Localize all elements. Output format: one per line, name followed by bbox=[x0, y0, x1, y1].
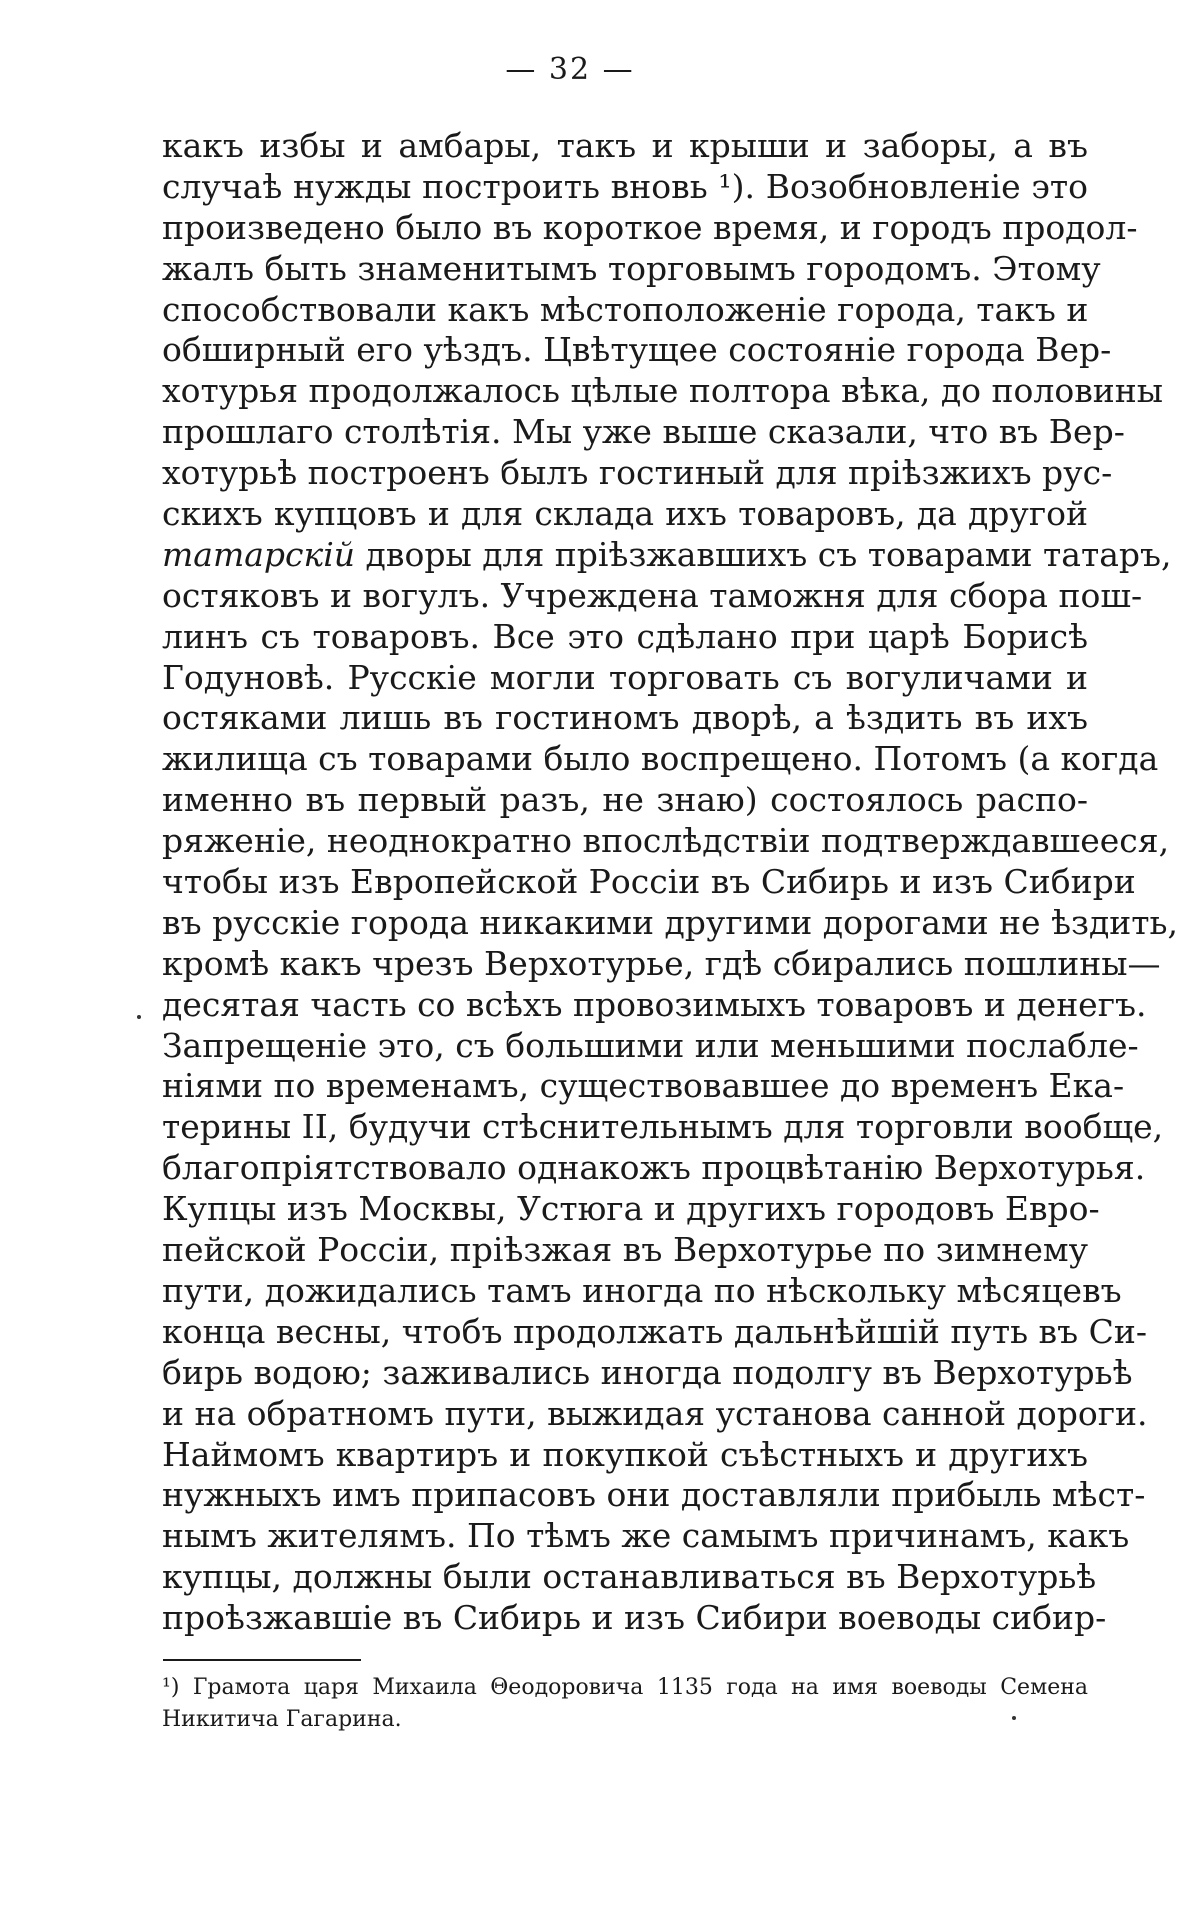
text-line: именно въ первый разъ, не знаю) состоялось распо- bbox=[162, 780, 1088, 820]
text-line: способствовали какъ мѣстоположеніе города, такъ и bbox=[162, 289, 1089, 329]
text-line: пейской Россіи, пріѣзжая въ Верхотурье по зимнему bbox=[162, 1230, 1088, 1270]
text-line: остяковъ и вогулъ. Учреждена таможня для сбора пош- bbox=[162, 575, 1143, 615]
print-speck bbox=[137, 1015, 141, 1019]
text-line: жилища съ товарами было воспрещено. Потомъ (а когда bbox=[162, 739, 1159, 779]
text-line: Запрещеніе это, съ большими или меньшими послабле- bbox=[162, 1025, 1139, 1065]
text-line: хотурьѣ построенъ былъ гостиный для пріѣзжихъ рус- bbox=[162, 453, 1113, 493]
text-line: нымъ жителямъ. По тѣмъ же самымъ причинамъ, какъ bbox=[162, 1516, 1130, 1556]
text-line-with-italic bbox=[162, 534, 1172, 576]
text-line: жалъ быть знаменитымъ торговымъ городомъ. Этому bbox=[162, 248, 1101, 288]
footnote-block bbox=[162, 1672, 1088, 1736]
text-line: десятая часть со всѣхъ провозимыхъ товаровъ и денегъ. bbox=[162, 984, 1147, 1024]
text-line: проѣзжавшіе въ Сибирь и изъ Сибири воеводы сибир- bbox=[162, 1598, 1107, 1638]
text-line: кромѣ какъ чрезъ Верхотурье, гдѣ сбирались пошлины— bbox=[162, 943, 1161, 983]
text-line: пути, дожидались тамъ иногда по нѣскольку мѣсяцевъ bbox=[162, 1270, 1122, 1310]
text-line: случаѣ нужды построить вновь ¹). Возобновленіе это bbox=[162, 166, 1088, 206]
text-line: купцы, должны были останавливаться въ Верхотурьѣ bbox=[162, 1557, 1097, 1597]
text-line: бирь водою; заживались иногда подолгу въ Верхотурьѣ bbox=[162, 1352, 1133, 1392]
text-line: хотурья продолжалось цѣлые полтора вѣка, до половины bbox=[162, 371, 1164, 411]
text-line: и на обратномъ пути, выжидая установа санной дороги. bbox=[162, 1393, 1148, 1433]
text-line: скихъ купцовъ и для склада ихъ товаровъ, да другой bbox=[162, 494, 1088, 534]
print-speck bbox=[1012, 1716, 1016, 1720]
footnote-line: Никитича Гагарина. bbox=[162, 1707, 402, 1732]
text-line: Купцы изъ Москвы, Устюга и другихъ городовъ Евро- bbox=[162, 1189, 1100, 1229]
text-line: Годуновѣ. Русскіе могли торговать съ вогуличами и bbox=[162, 657, 1088, 697]
text-line: произведено было въ короткое время, и городъ продол- bbox=[162, 207, 1138, 247]
text-line: ряженіе, неоднократно впослѣдствіи подтверждавшееся, bbox=[162, 821, 1170, 861]
text-line: чтобы изъ Европейской Россіи въ Сибирь и изъ Сибири bbox=[162, 862, 1136, 902]
text-line: терины II, будучи стѣснительнымъ для торговли вообще, bbox=[162, 1107, 1164, 1147]
text-line: обширный его уѣздъ. Цвѣтущее состояніе города Вер- bbox=[162, 330, 1112, 370]
text-line: прошлаго столѣтія. Мы уже выше сказали, что въ Вер- bbox=[162, 412, 1125, 452]
text-line: линъ съ товаровъ. Все это сдѣлано при царѣ Борисѣ bbox=[162, 616, 1088, 656]
footnote-divider bbox=[163, 1659, 361, 1661]
footnote-line: ¹) Грамота царя Михаила Θеодоровича 1135 года на имя воеводы Семена bbox=[162, 1675, 1088, 1700]
text-line: Наймомъ квартиръ и покупкой съѣстныхъ и другихъ bbox=[162, 1434, 1088, 1474]
text-line: благопріятствовало однакожъ процвѣтанію Верхотурья. bbox=[162, 1148, 1146, 1188]
text-line: какъ избы и амбары, такъ и крыши и заборы, а въ bbox=[162, 126, 1088, 165]
text-line: остяками лишь въ гостиномъ дворѣ, а ѣздить въ ихъ bbox=[162, 698, 1088, 738]
page-number: — 32 — bbox=[505, 52, 635, 87]
text-line: конца весны, чтобъ продолжать дальнѣйшій путь въ Си- bbox=[162, 1311, 1147, 1351]
text-line-rest: дворы для пріѣзжавшихъ съ товарами татаръ, bbox=[355, 534, 1172, 574]
text-line: ніями по временамъ, существовавшее до временъ Ека- bbox=[162, 1066, 1125, 1106]
text-line: въ русскіе города никакими другими дорогами не ѣздить, bbox=[162, 902, 1178, 942]
italic-word: татарскій bbox=[162, 534, 356, 574]
main-text-block bbox=[162, 126, 1178, 1639]
text-line: нужныхъ имъ припасовъ они доставляли прибыль мѣст- bbox=[162, 1475, 1146, 1515]
